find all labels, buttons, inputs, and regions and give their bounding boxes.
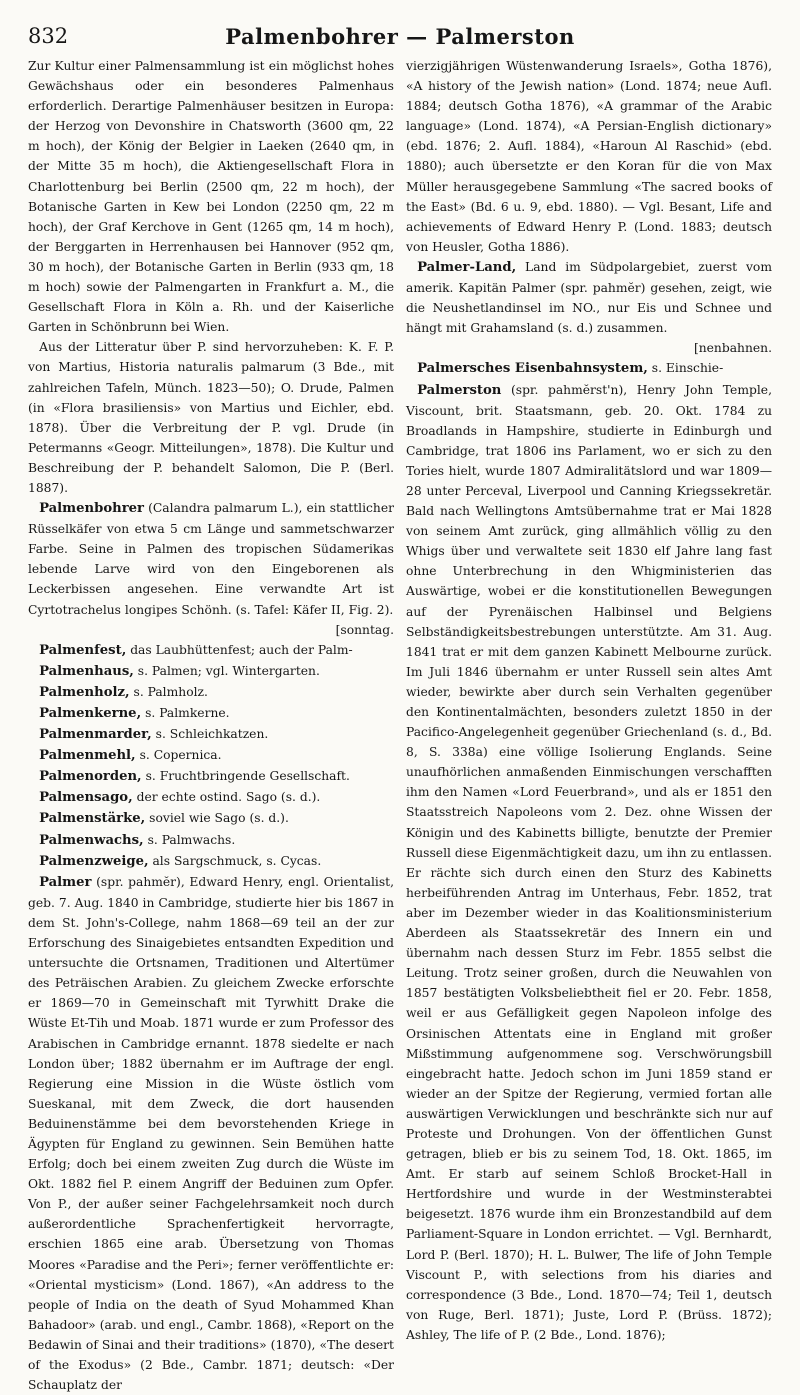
dictionary-entry: [28, 703, 394, 724]
entry-headword: Palmenbohrer: [39, 501, 145, 517]
entry-headword: Palmer-Land,: [417, 259, 517, 275]
dictionary-entry: [28, 808, 394, 829]
entry-body: s. Palmwachs.: [143, 832, 236, 847]
entry-headword: Palmersches Eisenbahnsystem,: [417, 361, 648, 377]
cross-reference-fragment: [28, 620, 394, 640]
text-columns: [28, 56, 772, 1393]
entry-headword: Palmenwachs,: [39, 832, 144, 848]
entry-body: s. Copernica.: [135, 748, 222, 763]
continued-paragraph: [28, 56, 394, 337]
left-column: [28, 56, 394, 1393]
dictionary-entry: [28, 724, 394, 745]
entry-headword: Palmenmarder,: [39, 727, 152, 743]
entry-body: (spr. pahmĕr), Edward Henry, engl. Orientalist, geb. 7. Aug. 1840 in Cambridge, studierte hier bis 1867 in dem St. John's-College, nahm 1868—69 teil an der zur Erforschung des Sinaigebietes entsandten Expedition und untersuchte die Ortsnamen, Traditionen und Altertümer des Peträischen Arabien. Zu gleichem Zwecke erforschte er 1869—70 in Gemeinschaft mit Tyrwhitt Drake die Wüste Et-Tih und Moab. 1871 wurde er zum Professor des Arabischen in Cambridge ernannt. 1878 siedelte er nach London über; 1882 übernahm er im Auftrage der engl. Regierung eine Mission in die Wüste östlich vom Sueskanal, mit dem Zweck, die dort hausenden Beduinenstämme bei dem bevorstehenden Kriege in Ägypten für England zu gewinnen. Sein Bemühen hatte Erfolg; doch bei einem zweiten Zug durch die Wüste im Okt. 1882 fiel P. einem Angriff der Beduinen zum Opfer. Von P., der außer seiner Fachgelehrsamkeit noch durch außerordentliche Sprachenfertigkeit hervorragte, erschien 1865 eine arab. Übersetzung von Thomas Moores «Paradise and the Peri»; ferner veröffentlichte er: «Oriental mysticism» (Lond. 1867), «An address to the people of India on the death of Syud Mohammed Khan Bahadoor» (arab. und engl., Cambr. 1868), «Report on the Bedawin of Sinai and their traditions» (1870), «The desert of the Exodus» (2 Bde., Cambr. 1871; deutsch: «Der Schauplatz der: [28, 874, 394, 1393]
dictionary-entry: [28, 640, 394, 661]
entry-headword: Palmenfest,: [39, 642, 127, 658]
page-header: [28, 22, 772, 56]
dictionary-entry: [406, 380, 772, 1346]
entry-headword: Palmer: [39, 874, 92, 890]
entry-headword: Palmensago,: [39, 790, 133, 806]
paragraph: [28, 337, 394, 498]
entry-body: Zur Kultur einer Palmensammlung ist ein möglichst hohes Gewächshaus oder ein besonderes Palmenhaus erforderlich. Derartige Palmenhäuser besitzen in Europa: der Herzog von Devonshire in Chatsworth (3600 qm, 22 m hoch), der König der Belgier in Laeken (2640 qm, in der Mitte 35 m hoch), die Aktiengesellschaft Flora in Charlottenburg bei Berlin (2500 qm, 22 m hoch), der Botanische Garten in Kew bei London (2250 qm, 22 m hoch), der Graf Kerchove in Gent (1265 qm, 14 m hoch), der Berggarten in Herrenhausen bei Hannover (952 qm, 30 m hoch), der Botanische Garten in Berlin (933 qm, 18 m hoch) sowie der Palmengarten in Frankfurt a. M., die Gesellschaft Flora in Köln a. Rh. und der Kaiserliche Garten in Schönbrunn bei Wien.: [28, 59, 394, 335]
dictionary-entry: [28, 745, 394, 766]
entry-body: s. Palmholz.: [129, 684, 208, 699]
entry-body: [nenbahnen.: [693, 341, 772, 356]
entry-body: s. Schleichkatzen.: [151, 727, 269, 742]
entry-body: s. Fruchtbringende Gesellschaft.: [141, 769, 350, 784]
entry-body: Land im Südpolargebiet, zuerst vom amerik. Kapitän Palmer (spr. pahmĕr) gesehen, zeigt, wie die Neushetlandinsel im NO., nur Eis und Schnee und hängt mit Grahamsland (s. d.) zusammen.: [406, 259, 772, 336]
entry-body: s. Einschie-: [647, 361, 724, 376]
dictionary-entry: [28, 766, 394, 787]
entry-headword: Palmenmehl,: [39, 748, 136, 764]
entry-headword: Palmenholz,: [39, 684, 130, 700]
dictionary-entry: [28, 682, 394, 703]
entry-headword: Palmenstärke,: [39, 811, 146, 827]
entry-body: s. Palmkerne.: [141, 706, 230, 720]
entry-headword: Palmenhaus,: [39, 663, 134, 679]
entry-body: (spr. pahmĕrst'n), Henry John Temple, Viscount, brit. Staatsmann, geb. 20. Okt. 1784 zu Broadlands in Hampshire, studierte in Edinburgh und Cambridge, trat 1806 ins Parlament, wo er sich zu den Tories hielt, wurde 1807 Admiralitätslord und war 1809—28 unter Perceval, Liverpool und Canning Kriegssekretär. Bald nach Wellingtons Amtsübernahme trat er Mai 1828 von seinem Amt zurück, ging allmählich völlig zu den Whigs über und verwaltete seit 1830 elf Jahre lang fast ohne Unterbrechung in den Whigministerien das Auswärtige, wobei er die konstitutionellen Bewegungen auf der Pyrenäischen Halbinsel und Belgiens Selbständigkeitsbestrebungen unterstützte. Am 31. Aug. 1841 trat er mit dem ganzen Kabinett Melbourne zurück. Im Juli 1846 übernahm er unter Russell sein altes Amt wieder, bewirkte aber durch sein Verhalten gegenüber den Kontinentalmächten, besonders zuletzt 1850 in der Pacifico-Angelegenheit gegenüber Griechenland (s. d., Bd. 8, S. 338a) eine völlige Isolierung Englands. Seine unaufhörlichen anmaßenden Einmischungen verschafften ihm den Namen «Lord Feuerbrand», und als er 1851 den Staatsstreich Napoleons vom 2. Dez. ohne Wissen der Königin und des Kabinetts billigte, benutzte der Premier Russell diese Eigenmächtigkeit dazu, um ihn zu entlassen. Er rächte sich durch einen den Sturz des Kabinetts herbeiführenden Antrag im Unterhaus, Febr. 1852, trat aber im Dezember wieder in das Koalitionsministerium Aberdeen als Staatssekretär des Innern ein und übernahm nach dessen Sturz im Febr. 1855 selbst die Leitung. Trotz seiner großen, durch die Neuwahlen von 1857 bestätigten Volksbeliebtheit fiel er 20. Febr. 1858, weil er aus Gefälligkeit gegen Napoleon infolge des Orsinischen Attentats eine in England mit großer Mißstimmung aufgenommene sog. Verschwörungsbill eingebracht hatte. Jedoch schon im Juni 1859 stand er wieder an der Spitze der Regierung, vermied fortan alle auswärtigen Verwicklungen und beschränkte sich nur auf Proteste und Drohungen. Von der öffentlichen Gunst getragen, blieb er bis zu seinem Tod, 18. Okt. 1865, im Amt. Er starb auf seinem Schloß Brocket-Hall in Hertfordshire und wurde in der Westminsterabtei beigesetzt. 1876 wurde ihm ein Bronzestandbild auf dem Parliament-Square in London errichtet. — Vgl. Bernhardt, Lord P. (Berl. 1870); H. L. Bulwer, The life of John Temple Viscount P., with selections from his diaries and correspondence (3 Bde., Lond. 1870—74; Teil 1, deutsch von Ruge, Berl. 1871); Juste, Lord P. (Brüss. 1872); Ashley, The life of P. (2 Bde., Lond. 1876);: [406, 382, 772, 1342]
dictionary-entry: [28, 498, 394, 620]
entry-headword: Palmenzweige,: [39, 853, 149, 869]
entry-headword: Palmenkerne,: [39, 706, 142, 721]
entry-headword: Palmenorden,: [39, 769, 142, 785]
running-title: Palmenbohrer — Palmerston: [225, 24, 575, 49]
entry-body: als Sargschmuck, s. Cycas.: [148, 853, 322, 868]
dictionary-entry: [406, 358, 772, 379]
entry-headword: Palmerston: [417, 382, 502, 398]
entry-body: Aus der Litteratur über P. sind hervorzuheben: K. F. P. von Martius, Historia naturalis palmarum (3 Bde., mit zahlreichen Tafeln, Münch. 1823—50); O. Drude, Palmen (in «Flora brasiliensis» von Martius und Eichler, ebd. 1878). Über die Verbreitung der P. vgl. Drude (in Petermanns «Geogr. Mitteilungen», 1878). Die Kultur und Beschreibung der P. behandelt Salomon, Die P. (Berl. 1887).: [28, 340, 394, 495]
page-number: 832: [28, 24, 69, 48]
entry-body: vierzigjährigen Wüstenwanderung Israels», Gotha 1876), «A history of the Jewish nation» (Lond. 1874; neue Aufl. 1884; deutsch Gotha 1876), «A grammar of the Arabic language» (Lond. 1874), «A Persian-English dictionary» (ebd. 1876; 2. Aufl. 1884), «Haroun Al Raschid» (ebd. 1880); auch übersetzte er den Koran für die von Max Müller herausgegebene Sammlung «The sacred books of the East» (Bd. 6 u. 9, ebd. 1880). — Vgl. Besant, Life and achievements of Edward Henry P. (Lond. 1883; deutsch von Heusler, Gotha 1886).: [406, 59, 772, 254]
dictionary-entry: [28, 851, 394, 872]
dictionary-entry: [28, 872, 394, 1395]
entry-body: der echte ostind. Sago (s. d.).: [132, 790, 321, 805]
entry-body: (Calandra palmarum L.), ein stattlicher Rüsselkäfer von etwa 5 cm Länge und sammetschwarzer Farbe. Seine in Palmen des tropischen Südamerikas lebende Larve wird von den Eingeborenen als Leckerbissen angesehen. Eine verwandte Art ist Cyrtotrachelus longipes Schönh. (s. Tafel: Käfer II, Fig. 2).: [28, 501, 394, 617]
entry-body: soviel wie Sago (s. d.).: [145, 811, 289, 826]
dictionary-entry: [28, 661, 394, 682]
dictionary-entry: [406, 257, 772, 338]
dictionary-entry: [28, 830, 394, 851]
right-column: [406, 56, 772, 1342]
continued-paragraph: [406, 56, 772, 257]
entry-body: das Laubhüttenfest; auch der Palm-: [126, 642, 353, 657]
dictionary-entry: [28, 787, 394, 808]
entry-body: [sonntag.: [335, 622, 394, 637]
cross-reference-fragment: [406, 338, 772, 358]
entry-body: s. Palmen; vgl. Wintergarten.: [133, 663, 320, 678]
